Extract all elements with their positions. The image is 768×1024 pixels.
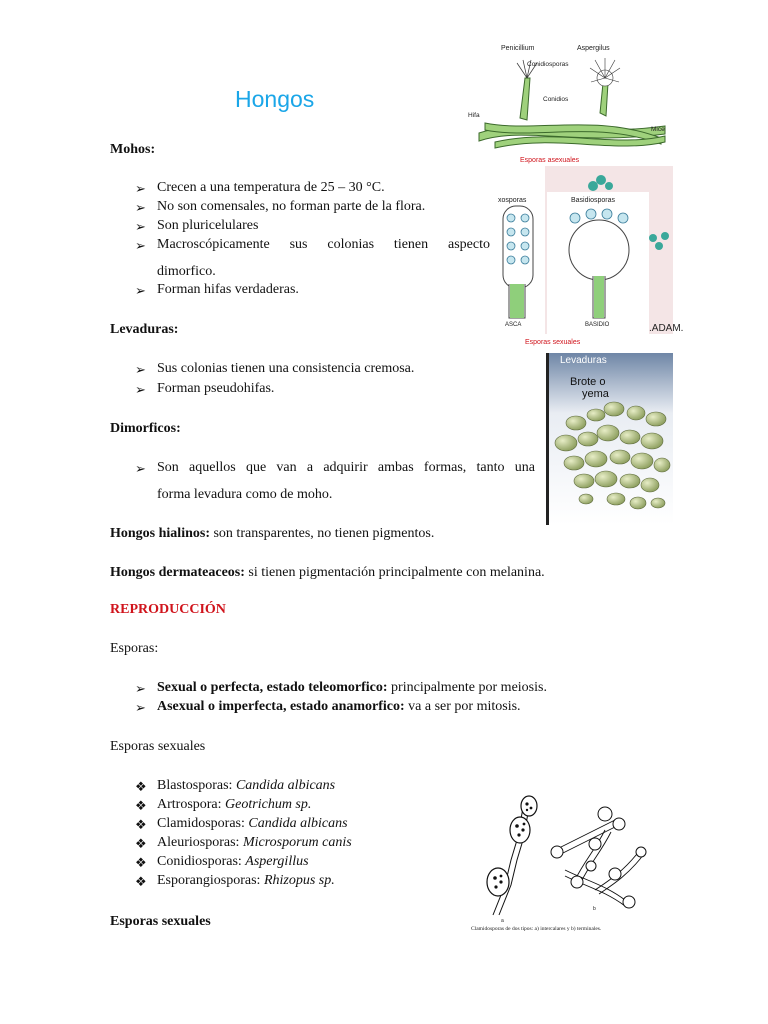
levaduras-heading: Levaduras: — [110, 322, 179, 337]
hialinos-text: son transparentes, no tienen pigmentos. — [209, 526, 435, 541]
ascas-basidios-figure — [495, 166, 684, 350]
esporas-item-label: Asexual o imperfecta, estado anamorfico: — [157, 699, 405, 714]
penicillium-label: Penicillium — [501, 45, 535, 52]
list-item: Son aquellos que van a adquirir ambas formas, tanto una — [157, 460, 535, 475]
arrow-bullet-icon: ➢ — [135, 283, 146, 298]
arrow-bullet-icon: ➢ — [135, 382, 146, 397]
list-item: No son comensales, no forman parte de la flora. — [157, 199, 426, 214]
fig4-caption: Clamidosporas de dos tipos: a) intercalares y b) terminales. — [471, 926, 602, 932]
list-item — [157, 816, 348, 832]
diamond-bullet-icon: ❖ — [135, 874, 147, 889]
mohos-diagram-figure — [465, 38, 673, 168]
arrow-bullet-icon: ➢ — [135, 700, 146, 715]
list-item: Forman pseudohifas. — [157, 381, 275, 396]
arrow-bullet-icon: ➢ — [135, 181, 146, 196]
basidio-label: BASIDIO — [585, 322, 610, 328]
diamond-bullet-icon: ❖ — [135, 779, 147, 794]
list-item — [157, 699, 521, 715]
species-name: Candida albicans — [248, 816, 348, 831]
species-name: Geotrichum sp. — [225, 797, 312, 812]
spore-type-name: Artrospora: — [157, 797, 226, 812]
reproduccion-heading: REPRODUCCIÓN — [110, 602, 226, 617]
esporas-heading: Esporas: — [110, 641, 159, 656]
esporas-item-text: principalmente por meiosis. — [387, 680, 547, 695]
dermateaceos-paragraph — [110, 565, 545, 581]
species-name: Aspergillus — [245, 854, 309, 869]
ascosporas-label: xosporas — [498, 197, 527, 204]
spore-type-name: Blastosporas: — [157, 778, 236, 793]
diamond-bullet-icon: ❖ — [135, 798, 147, 813]
esporas-item-text: va a ser por mitosis. — [404, 699, 521, 714]
spore-type-name: Conidiosporas: — [157, 854, 246, 869]
fig4-label-b: b — [593, 906, 596, 912]
levaduras-figure — [546, 353, 673, 525]
spore-type-name: Clamidosporas: — [157, 816, 249, 831]
list-item: Son pluricelulares — [157, 218, 259, 233]
list-item: Sus colonias tienen una consistencia cremosa. — [157, 361, 415, 376]
diamond-bullet-icon: ❖ — [135, 817, 147, 832]
list-item — [157, 778, 335, 794]
list-item — [157, 680, 547, 696]
arrow-bullet-icon: ➢ — [135, 200, 146, 215]
esporas-sexuales-heading-2: Esporas sexuales — [110, 914, 211, 929]
conidios-label: Conidios — [543, 96, 569, 103]
list-item: Forman hifas verdaderas. — [157, 282, 299, 297]
list-item — [157, 873, 335, 889]
list-item — [157, 854, 309, 870]
arrow-bullet-icon: ➢ — [135, 219, 146, 234]
fig1-caption: Esporas asexuales — [520, 157, 580, 164]
spore-type-name: Aleuriosporas: — [157, 835, 243, 850]
spore-type-name: Esporangiosporas: — [157, 873, 264, 888]
fig2-caption: Esporas sexuales — [525, 339, 581, 346]
esporas-sexuales-heading: Esporas sexuales — [110, 739, 206, 754]
arrow-bullet-icon: ➢ — [135, 681, 146, 696]
list-item-continuation: dimorfico. — [157, 264, 216, 279]
esporas-item-label: Sexual o perfecta, estado teleomorfico: — [157, 680, 388, 695]
list-item-continuation: forma levadura como de moho. — [157, 487, 333, 502]
hialinos-paragraph — [110, 526, 434, 542]
page-title: Hongos — [235, 86, 315, 112]
mohos-heading: Mohos: — [110, 142, 156, 157]
clamidosporas-figure — [465, 790, 650, 935]
hifa-label: Hifa — [468, 112, 480, 119]
arrow-bullet-icon: ➢ — [135, 362, 146, 377]
list-item — [157, 797, 311, 813]
mice-label: Mice — [651, 126, 665, 133]
hialinos-label: Hongos hialinos: — [110, 526, 210, 541]
species-name: Candida albicans — [235, 778, 336, 793]
arrow-bullet-icon: ➢ — [135, 238, 146, 253]
fig4-label-a: a — [501, 918, 504, 924]
brote-label-1: Brote o — [570, 376, 606, 388]
arrow-bullet-icon: ➢ — [135, 461, 146, 476]
brote-label-2: yema — [582, 388, 609, 400]
aspergilus-label: Aspergilus — [577, 45, 610, 52]
list-item: Crecen a una temperatura de 25 – 30 °C. — [157, 180, 385, 195]
species-name: Rhizopus sp. — [263, 873, 335, 888]
species-name: Microsporum canis — [242, 835, 352, 850]
dermateaceos-label: Hongos dermateaceos: — [110, 565, 245, 580]
diamond-bullet-icon: ❖ — [135, 836, 147, 851]
levaduras-fig-title: Levaduras — [560, 355, 607, 366]
dimorficos-heading: Dimorficos: — [110, 421, 181, 436]
list-item — [157, 835, 352, 851]
adam-logo: .ADAM. — [649, 323, 684, 334]
dermateaceos-text: si tienen pigmentación principalmente con melanina. — [244, 565, 545, 580]
conidiosporas-label: Conidiosporas — [527, 61, 569, 68]
asca-label: ASCA — [505, 322, 522, 328]
diamond-bullet-icon: ❖ — [135, 855, 147, 870]
list-item: Macroscópicamente sus colonias tienen aspecto — [157, 237, 490, 252]
basidiosporas-label: Basidiosporas — [571, 197, 615, 204]
